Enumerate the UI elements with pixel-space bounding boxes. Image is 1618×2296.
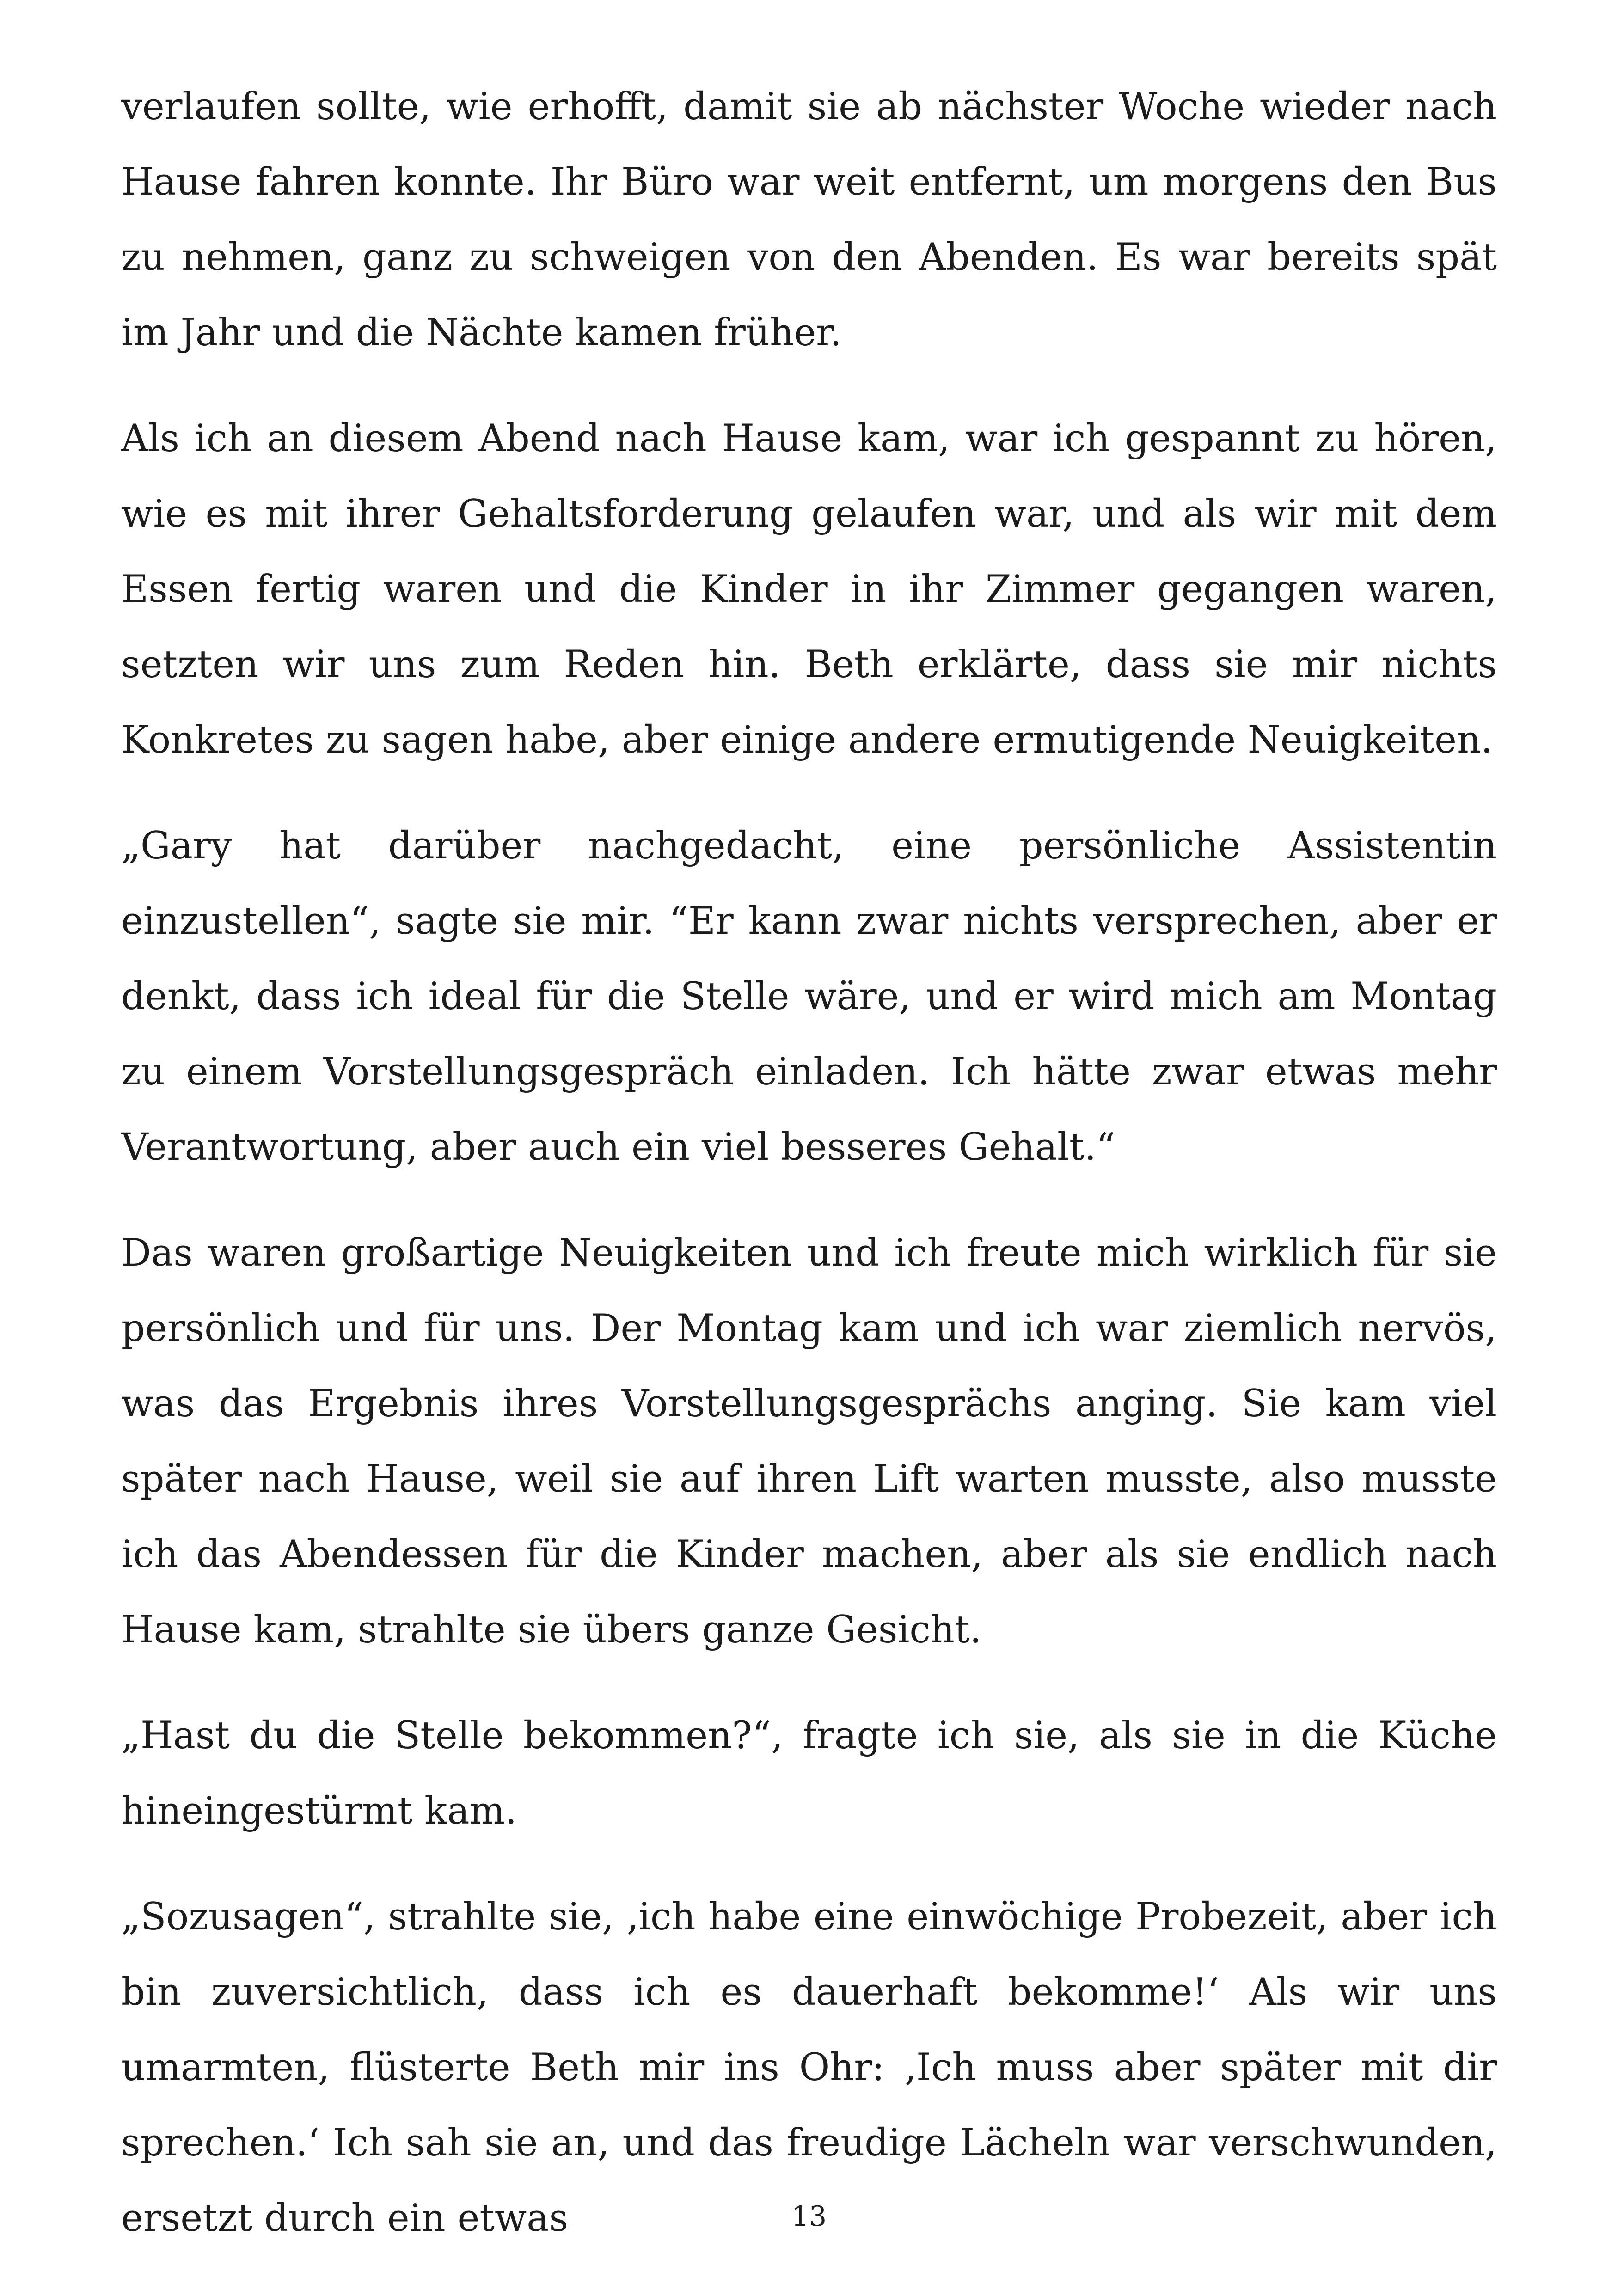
- page-number: 13: [791, 2200, 827, 2233]
- paragraph-1: verlaufen sollte, wie erhofft, damit sie ab nächster Woche wieder nach Hause fahren konnte. Ihr Büro war weit entfernt, um morgens den Bus zu nehmen, ganz zu schweigen von den Abenden. Es war bereits spät im Jahr und die Nächte kamen früher.: [121, 85, 1497, 355]
- paragraph-2: Als ich an diesem Abend nach Hause kam, war ich gespannt zu hören, wie es mit ihrer Gehaltsforderung gelaufen war, und als wir mit dem Essen fertig waren und die Kinder in ihr Zimmer gegangen waren, setzten wir uns zum Reden hin. Beth erklärte, dass sie mir nichts Konkretes zu sagen habe, aber einige andere ermutigende Neuigkeiten.: [121, 417, 1497, 762]
- paragraph-5: „Hast du die Stelle bekommen?“, fragte ich sie, als sie in die Küche hineingestürmt kam.: [121, 1714, 1497, 1833]
- paragraph-4: Das waren großartige Neuigkeiten und ich freute mich wirklich für sie persönlich und für uns. Der Montag kam und ich war ziemlich nervös, was das Ergebnis ihres Vorstellungsgesprächs anging. Sie kam viel später nach Hause, weil sie auf ihren Lift warten musste, also musste ich das Abendessen für die Kinder machen, aber als sie endlich nach Hause kam, strahlte sie übers ganze Gesicht.: [121, 1231, 1497, 1652]
- paragraph-3: „Gary hat darüber nachgedacht, eine persönliche Assistentin einzustellen“, sagte sie mir. “Er kann zwar nichts versprechen, aber er denkt, dass ich ideal für die Stelle wäre, und er wird mich am Montag zu einem Vorstellungsgespräch einladen. Ich hätte zwar etwas mehr Verantwortung, aber auch ein viel besseres Gehalt.“: [121, 824, 1497, 1169]
- body-text: [121, 69, 1497, 2256]
- paragraph-6: „Sozusagen“, strahlte sie, ‚ich habe eine einwöchige Probezeit, aber ich bin zuversichtlich, dass ich es dauerhaft bekomme!‘ Als wir uns umarmten, flüsterte Beth mir ins Ohr: ‚Ich muss aber später mit dir sprechen.‘ Ich sah sie an, und das freudige Lächeln war verschwunden, ersetzt durch ein etwas: [121, 1895, 1497, 2240]
